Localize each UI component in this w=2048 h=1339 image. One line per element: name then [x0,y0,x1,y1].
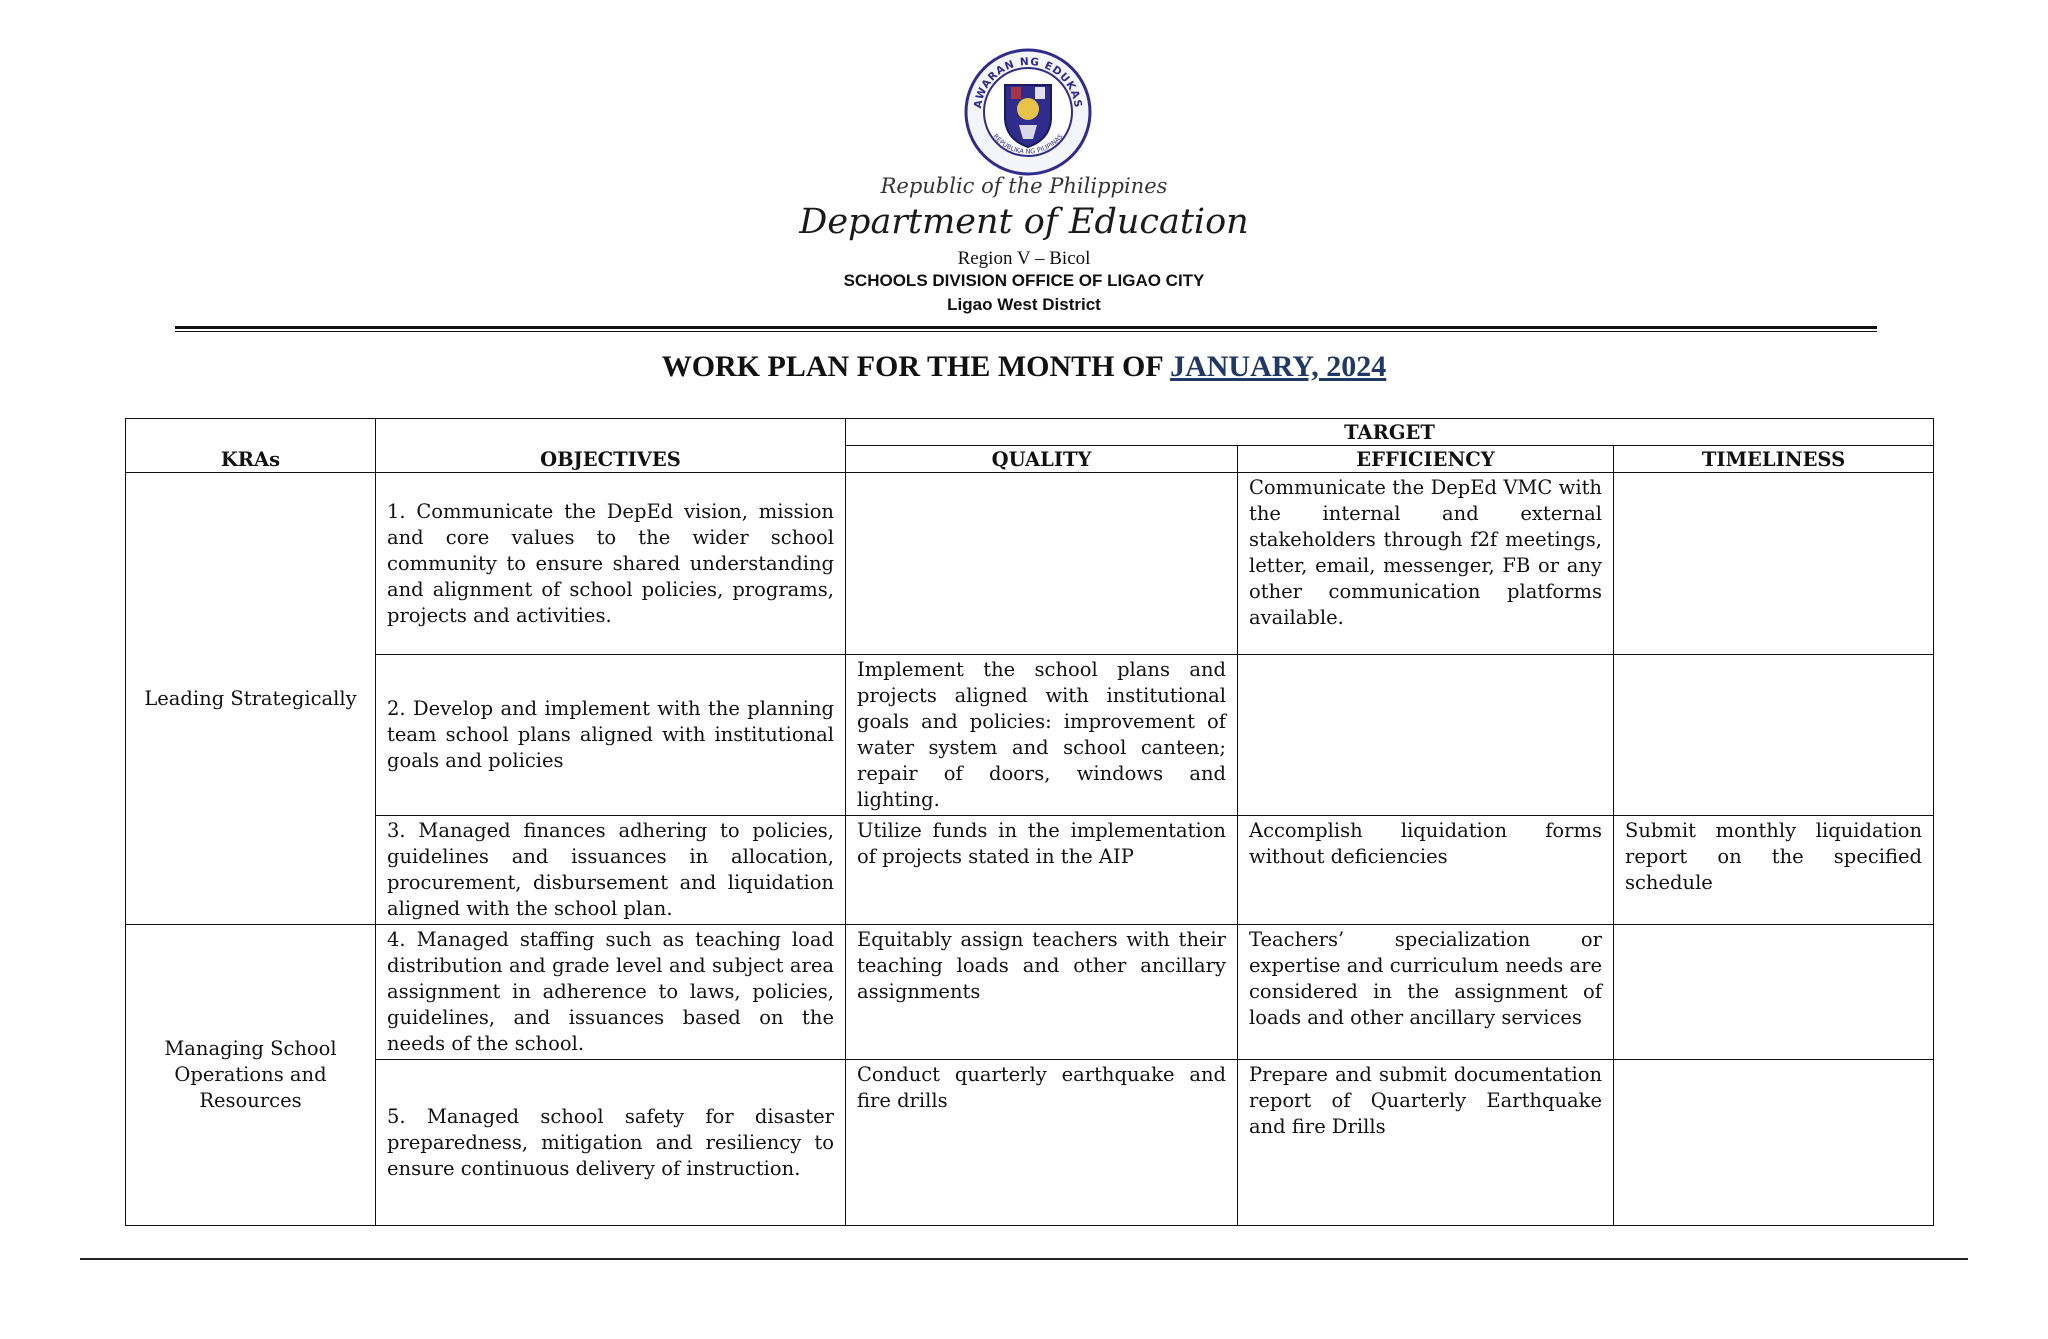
department-name: Department of Education [799,202,1249,242]
objective-cell: 4. Managed staffing such as teaching load distribution and grade level and subject area assignment in adherence to laws, policies, guidelines, and issuances based on the needs of the school. [376,925,846,1060]
timeliness-cell [1614,655,1934,816]
objective-cell: 3. Managed finances adhering to policies, guidelines and issuances in allocation, procurement, disbursement and liquidation aligned with the school plan. [376,816,846,925]
title-prefix: WORK PLAN FOR THE MONTH OF [661,350,1171,383]
efficiency-cell [1238,655,1614,816]
region-text: Region V – Bicol [957,248,1091,269]
objective-cell: 1. Communicate the DepEd vision, mission and core values to the wider school community to ensure shared understanding and alignment of school policies, programs, projects and activities. [376,473,846,655]
header-timeliness: TIMELINESS [1614,446,1934,473]
work-plan-table [125,418,1934,1226]
efficiency-cell: Teachers’ specialization or expertise and curriculum needs are considered in the assignment of loads and other ancillary services [1238,925,1614,1060]
footer-divider [80,1258,1968,1260]
efficiency-cell: Communicate the DepEd VMC with the internal and external stakeholders through f2f meetings, letter, email, messenger, FB or any other communication platforms available. [1238,473,1614,655]
header-divider [175,326,1877,329]
kra-cell: Leading Strategically [126,473,376,925]
quality-cell [846,473,1238,655]
table-row [126,655,1934,816]
timeliness-cell [1614,473,1934,655]
deped-seal-icon [963,47,1093,177]
table-row [126,816,1934,925]
timeliness-cell: Submit monthly liquidation report on the specified schedule [1614,816,1934,925]
header-kras: KRAs [126,419,376,473]
efficiency-cell: Accomplish liquidation forms without deficiencies [1238,816,1614,925]
page-title [0,350,2048,384]
timeliness-cell [1614,1060,1934,1226]
quality-cell: Utilize funds in the implementation of projects stated in the AIP [846,816,1238,925]
svg-text:REPUBLIKA NG PILIPINAS: REPUBLIKA NG PILIPINAS [991,132,1065,156]
table-row [126,473,1934,655]
header-quality: QUALITY [846,446,1238,473]
republic-text: Republic of the Philippines [880,174,1168,198]
objective-cell: 2. Develop and implement with the planning team school plans aligned with institutional goals and policies [376,655,846,816]
quality-cell: Equitably assign teachers with their teaching loads and other ancillary assignments [846,925,1238,1060]
header-efficiency: EFFICIENCY [1238,446,1614,473]
table-row [126,925,1934,1060]
efficiency-cell: Prepare and submit documentation report of Quarterly Earthquake and fire Drills [1238,1060,1614,1226]
title-month: JANUARY, 2024 [1170,350,1387,383]
objective-cell: 5. Managed school safety for disaster preparedness, mitigation and resiliency to ensure continuous delivery of instruction. [376,1060,846,1226]
timeliness-cell [1614,925,1934,1060]
header-objectives: OBJECTIVES [376,419,846,473]
quality-cell: Conduct quarterly earthquake and fire drills [846,1060,1238,1226]
quality-cell: Implement the school plans and projects aligned with institutional goals and policies: improvement of water system and school canteen; repair of doors, windows and lighting. [846,655,1238,816]
header-target: TARGET [846,419,1934,446]
district-text: Ligao West District [947,295,1101,314]
header-divider-thin [175,331,1877,332]
kra-cell: Managing School Operations and Resources [126,925,376,1226]
svg-text:KAGAWARAN NG EDUKASYON: AWARAN NG EDUKAS [972,55,1084,110]
division-text: SCHOOLS DIVISION OFFICE OF LIGAO CITY [843,271,1205,290]
table-row [126,1060,1934,1226]
